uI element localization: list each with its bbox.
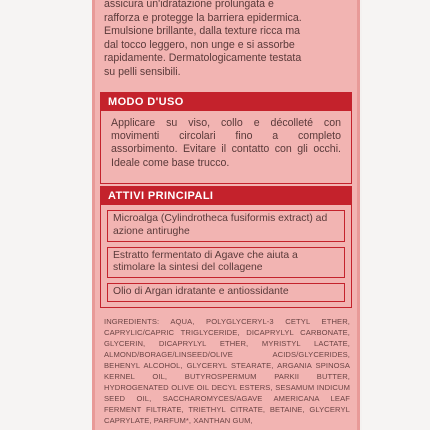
usage-title: MODO D'USO [101, 93, 351, 111]
intro-line: su pelli sensibili. [104, 65, 181, 78]
active-ingredient-item: Microalga (Cylindrotheca fusiformis extract) ad azione antirughe [107, 210, 345, 242]
background-left [0, 0, 92, 430]
ingredients-list: INGREDIENTS: AQUA, POLYGLYCERYL-3 CETYL ETHER, CAPRYLIC/CAPRIC TRIGLYCERIDE, DICAPRYLYL CARBONATE, GLYCERIN, DICAPRYLYL ETHER, MYRISTYL LACTATE, ALMOND/BORAGE/LINSEED/OLIVE ACIDS/GLYCERIDES, BEHENYL ALCOHOL, GLYCERYL STEARATE, ARGANIA SPINOSA KERNEL OIL, BUTYROSPERMUM PARKII BUTTER, HYDROGENATED OLIVE OIL DECYL ESTERS, SESAMUM INDICUM SEED OIL, SACCHAROMYCES/AGAVE AMERICANA LEAF FERMENT FILTRATE, TRIETHYL CITRATE, BETAINE, GLYCERYL CAPRYLATE, PARFUM*, XANTHAN GUM, [104, 317, 350, 425]
intro-line: rapidamente. Dermatologicamente testata [104, 52, 302, 65]
actives-section [100, 186, 352, 308]
usage-text: Applicare su viso, collo e décolleté con movimenti circolari fino a completo assorbimento. Evitare il contatto con gli occhi. Ideale come base trucco. [111, 117, 341, 169]
usage-section [100, 92, 352, 184]
intro-line: rafforza e protegge la barriera epidermica. [104, 11, 302, 24]
box-left-edge [92, 0, 95, 430]
intro-line: assicura un'idratazione prolungata e [104, 0, 274, 10]
active-ingredient-item: Estratto fermentato di Agave che aiuta a stimolare la sintesi del collagene [107, 247, 345, 279]
box-right-edge [357, 0, 360, 430]
intro-line: Emulsione brillante, dalla texture ricca ma [104, 25, 301, 38]
active-ingredient-item: Olio di Argan idratante e antiossidante [107, 283, 345, 302]
product-box-panel [92, 0, 360, 430]
background-right [362, 0, 430, 430]
actives-title: ATTIVI PRINCIPALI [101, 187, 351, 205]
intro-description [104, 0, 348, 80]
intro-line: dal tocco leggero, non unge e si assorbe [104, 38, 295, 51]
